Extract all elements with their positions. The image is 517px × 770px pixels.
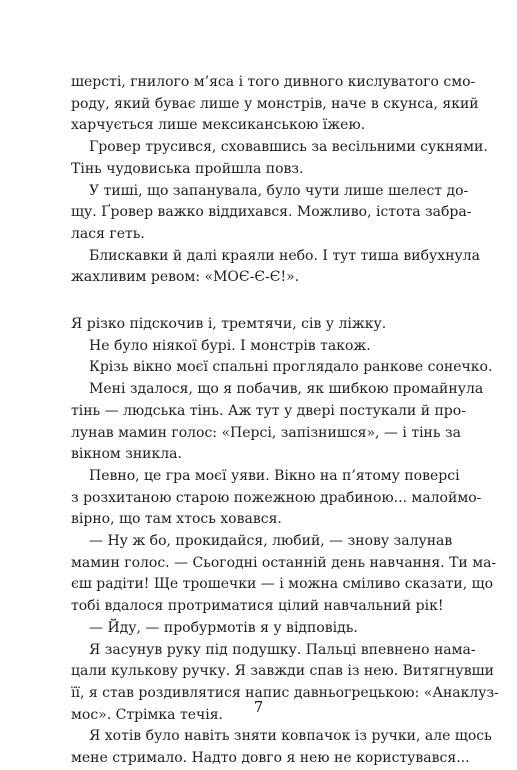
text-line: Гровер трусився, сховавшись за весільними сукнями. bbox=[89, 139, 488, 156]
paragraph bbox=[71, 336, 447, 358]
paragraph bbox=[71, 72, 479, 137]
text-line: Не було ніякої бурі. І монстрів також. bbox=[89, 337, 371, 354]
paragraph bbox=[71, 531, 497, 618]
text-line: тобі вдалося протриматися цілий навчальний рік! bbox=[71, 598, 444, 615]
body-text bbox=[71, 72, 499, 770]
text-line: Певно, це гра моєї уяви. Вікно на п’ятому поверсі bbox=[89, 467, 460, 484]
text-line: щу. Ґровер важко віддихався. Можливо, істота забра- bbox=[71, 204, 472, 221]
text-line: лунав мамин голос: «Персі, запізнишся», — і тінь за bbox=[71, 424, 461, 441]
text-line: мос». Стрімка течія. bbox=[71, 706, 224, 723]
section-break bbox=[71, 289, 447, 314]
paragraph bbox=[71, 314, 447, 336]
text-line: У тиші, що запанувала, було чути лише шелест до- bbox=[89, 182, 469, 199]
text-line: Я хотів було навіть зняти ковпачок із ручки, але щось bbox=[89, 728, 492, 745]
text-line: жахливим ревом: «МОЄ-Є-Є!». bbox=[71, 269, 300, 286]
paragraph bbox=[71, 357, 493, 379]
text-line: мене стримало. Надто довго я нею не користувався... bbox=[71, 750, 470, 767]
text-line: — Йду, — пробурмотів я у відповідь. bbox=[89, 619, 358, 636]
text-line: — Ну ж бо, прокидайся, любий, — знову залунав bbox=[89, 533, 453, 550]
text-line: Блискавки й далі краяли небо. І тут тиша вибухнула bbox=[89, 247, 481, 264]
text-line: Мені здалося, що я побачив, як шибкою промайнула bbox=[89, 381, 484, 398]
text-line: вірно, що там хтось ховався. bbox=[71, 511, 282, 528]
text-line: єш радіти! Ще трошечки — і можна сміливо сказати, що bbox=[71, 576, 494, 593]
text-line: Я різко підскочив і, тремтячи, сів у ліжку. bbox=[71, 316, 387, 333]
text-line: тінь — людська тінь. Аж тут у двері постукали й про- bbox=[71, 402, 466, 419]
paragraph bbox=[71, 379, 484, 466]
paragraph bbox=[71, 466, 482, 531]
page-number: 7 bbox=[253, 698, 264, 716]
text-line: Крізь вікно моєї спальні проглядало ранкове сонечко. bbox=[89, 359, 493, 376]
text-line: лася геть. bbox=[71, 225, 145, 242]
text-line: з розхитаною старою пожежною драбиною... малоймо- bbox=[71, 489, 482, 506]
text-line: цали кулькову ручку. Я завжди спав із нею. Витягнувши bbox=[71, 663, 494, 680]
text-line: Я засунув руку під подушку. Пальці впевнено нама- bbox=[89, 641, 476, 658]
paragraph bbox=[71, 246, 481, 289]
text-line: її, я став роздивлятися напис давньогрецькою: «Анаклуз- bbox=[71, 684, 499, 701]
paragraph bbox=[71, 618, 447, 640]
text-line: харчується лише мексиканською їжею. bbox=[71, 117, 366, 134]
text-line: Тінь чудовиська пройшла повз. bbox=[71, 160, 304, 177]
text-line: роду, який буває лише у монстрів, наче в скунса, який bbox=[71, 95, 479, 112]
paragraph bbox=[71, 726, 492, 769]
text-line: шерсті, гнилого м’яса і того дивного кислуватого смо- bbox=[71, 74, 476, 90]
paragraph bbox=[71, 181, 472, 246]
text-line: мамин голос. — Сьогодні останній день навчання. Ти ма- bbox=[71, 554, 497, 571]
text-line: вікном зникла. bbox=[71, 446, 182, 463]
paragraph bbox=[71, 137, 488, 180]
